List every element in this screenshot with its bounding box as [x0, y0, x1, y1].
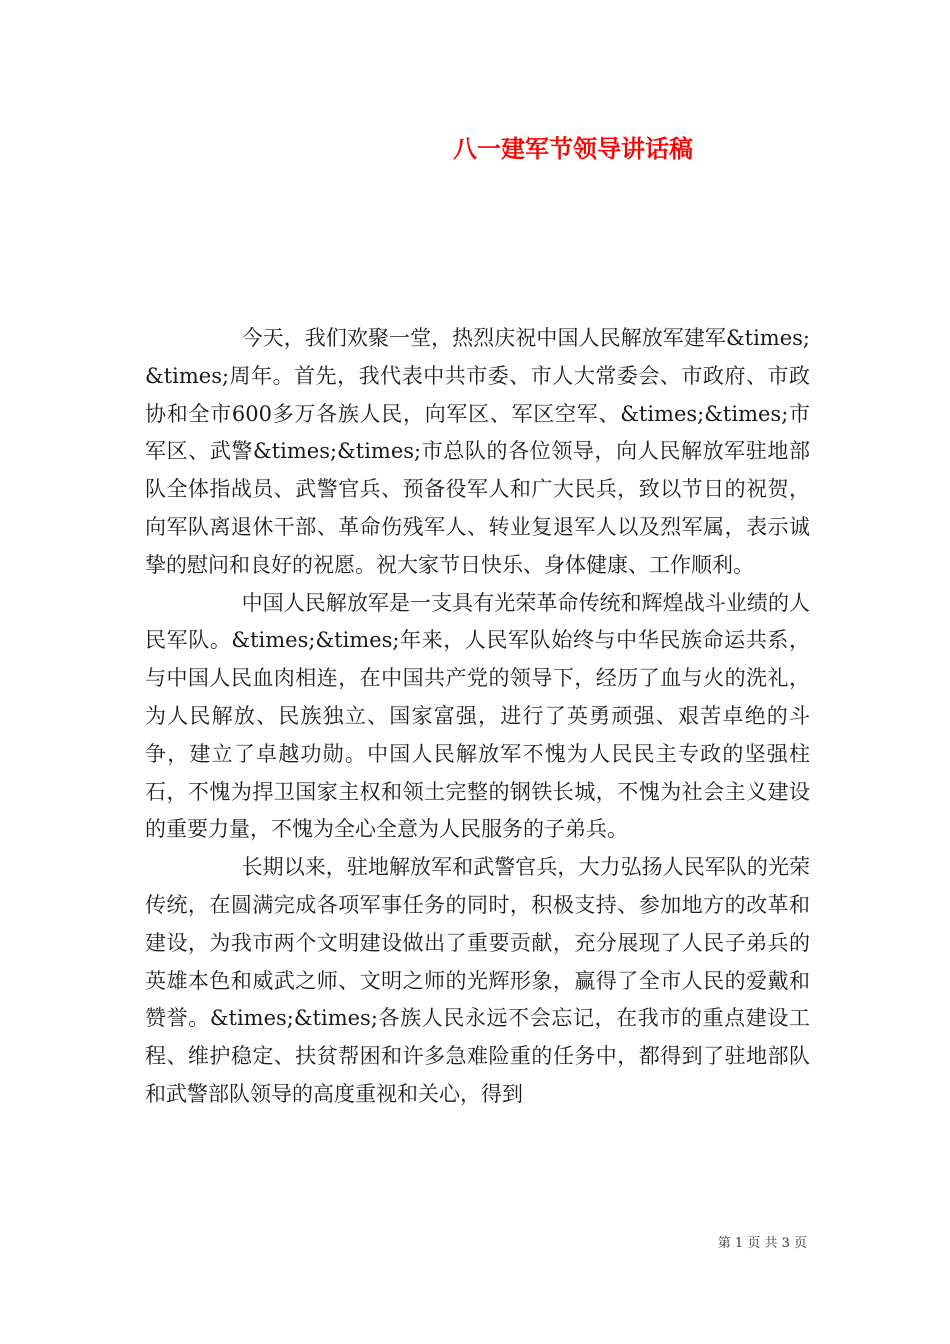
- document-body: [145, 320, 810, 1114]
- page-number-footer: 第 1 页 共 3 页: [717, 1236, 807, 1251]
- paragraph-2: 中国人民解放军是一支具有光荣革命传统和辉煌战斗业绩的人民军队。&times;&times;年来，人民军队始终与中华民族命运共系，与中国人民血肉相连，在中国共产党的领导下，经历了血与火的洗礼，为人民解放、民族独立、国家富强，进行了英勇顽强、艰苦卓绝的斗争，建立了卓越功勋。中国人民解放军不愧为人民民主专政的坚强柱石，不愧为捍卫国家主权和领土完整的钢铁长城，不愧为社会主义建设的重要力量，不愧为全心全意为人民服务的子弟兵。: [145, 590, 810, 842]
- document-title: 八一建军节领导讲话稿: [453, 134, 693, 163]
- paragraph-3: 长期以来，驻地解放军和武警官兵，大力弘扬人民军队的光荣传统，在圆满完成各项军事任务的同时，积极支持、参加地方的改革和建设，为我市两个文明建设做出了重要贡献，充分展现了人民子弟兵的英雄本色和威武之师、文明之师的光辉形象，赢得了全市人民的爱戴和赞誉。&times;&times;各族人民永远不会忘记，在我市的重点建设工程、维护稳定、扶贫帮困和许多急难险重的任务中，都得到了驻地部队和武警部队领导的高度重视和关心，得到: [145, 855, 810, 1106]
- paragraph-1: 今天，我们欢聚一堂，热烈庆祝中国人民解放军建军&times;&times;周年。首先，我代表中共市委、市人大常委会、市政府、市政协和全市600多万各族人民，向军区、军区空军、&times;&times;市军区、武警&times;&times;市总队的各位领导，向人民解放军驻地部队全体指战员、武警官兵、预备役军人和广大民兵，致以节日的祝贺，向军队离退休干部、革命伤残军人、转业复退军人以及烈军属，表示诚挚的慰问和良好的祝愿。祝大家节日快乐、身体健康、工作顺利。: [145, 326, 810, 577]
